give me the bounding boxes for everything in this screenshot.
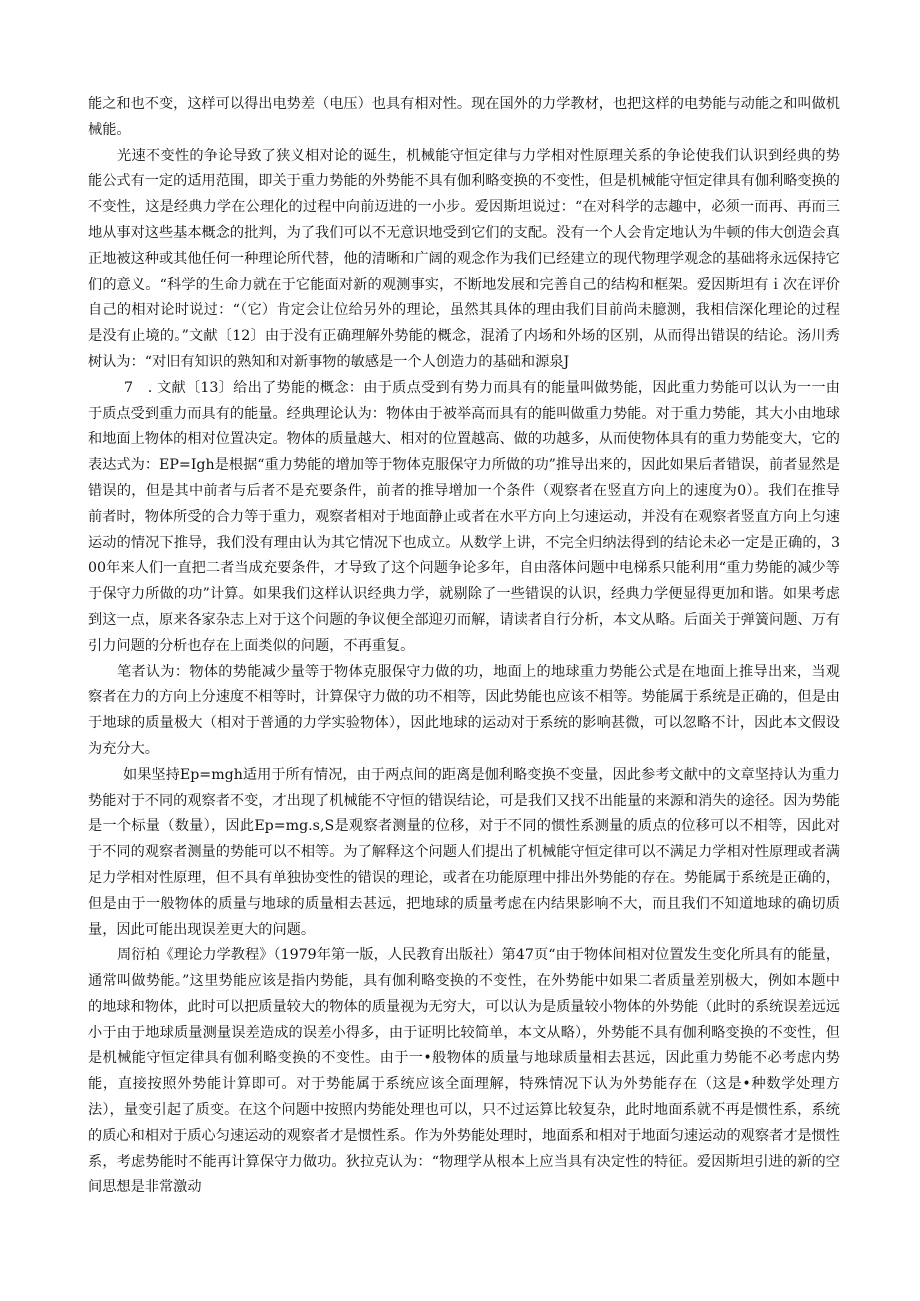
paragraph-relativity: 光速不变性的争论导致了狭义相对论的诞生，机械能守恒定律与力学相对性原理关系的争论使我们认识到经典的势能公式有一定的适用范围，即关于重力势能的外势能不具有伽利略变换的不变性，但是机械能守恒定律具有伽利略变换的不变性，这是经典力学在公理化的过程中向前迈进的一小步。爱因斯坦说过：“在对科学的志趣中，必须一而再、再而三地从事对这些基本概念的批判，为了我们可以不无意识地受到它们的支配。没有一个人会肯定地认为牛顿的伟大创造会真正地被这种或其他任何一种理论所代替，他的清晰和广阔的观念作为我们已经建立的现代物理学观念的基础将永远保持它们的意义。“科学的生命力就在于它能面对新的观测事实，不断地发展和完善自己的结构和框架。爱因斯坦有ｉ次在评价自己的相对论时说过：“（它）肯定会让位给另外的理论，虽然其具体的理由我们目前尚未臆测，我相信深化理论的过程是没有止境的。”文献〔12〕由于没有正确理解外势能的概念，混淆了内场和外场的区别，从而得出错误的结论。汤川秀树认为：“对旧有知识的熟知和对新事物的敏感是一个人创造力的基础和源泉J	[88, 147, 840, 370]
document-page	[88, 92, 840, 1201]
paragraph-ep-mgh: 如果坚持Ep=mgh适用于所有情况，由于两点间的距离是伽利略变换不变量，因此参考文献中的文章坚持认为重力势能对于不同的观察者不变，才出现了机械能不守恒的错误结论，可是我们又找不出能量的来源和消失的途径。因为势能是一个标量（数量），因此Ep=mg.s,S是观察者测量的位移，对于不同的惯性系测量的质点的位移可以不相等，因此对于不同的观察者测量的势能可以不相等。为了解释这个问题人们提出了机械能守恒定律可以不满足力学相对性原理或者满足力学相对性原理，但不具有单独协变性的错误的理论，或者在功能原理中排出外势能的存在。势能属于系统是正确的，但是由于一般物体的质量与地球的质量相去甚远，把地球的质量考虑在内结果影响不大，而且我们不知道地球的确切质量，因此可能出现误差更大的问题。	[88, 766, 840, 938]
paragraph-potential-energy-concept: 7 . 文献〔13〕给出了势能的概念：由于质点受到有势力而具有的能量叫做势能，因此重力势能可以认为一一由于质点受到重力而具有的能量。经典理论认为：物体由于被举高而具有的能叫做重力势能。对于重力势能，其大小由地球和地面上物体的相对位置决定。物体的质量越大、相对的位置越高、做的功越多，从而使物体具有的重力势能变大，它的表达式为：EP=Igh是根据“重力势能的增加等于物体克服保守力所做的功”推导出来的，因此如果后者错误，前者显然是错误的，但是其中前者与后者不是充要条件，前者的推导增加一个条件（观察者在竖直方向上的速度为0）。我们在推导前者时，物体所受的合力等于重力，观察者相对于地面静止或者在水平方向上匀速运动，并没有在观察者竖直方向上匀速运动的情况下推导，我们没有理由认为其它情况下也成立。从数学上讲，不完全归纳法得到的结论未必一定是正确的，300年来人们一直把二者当成充要条件，才导致了这个问题争论多年，自由落体问题中电梯系只能利用“重力势能的减少等于保守力所做的功”计算。如果我们这样认识经典力学，就剔除了一些错误的认识，经典力学便显得更加和谐。如果考虑到这一点，原来各家杂志上对于这个问题的争议便全部迎刃而解，请读者自行分析，本文从略。后面关于弹簧问题、万有引力问题的分析也存在上面类似的问题，不再重复。	[88, 379, 840, 654]
paragraph-zhou-yanbo: 周衍柏《理论力学教程》（1979年第一版，人民教育出版社）第47页“由于物体间相对位置发生变化所具有的能量，通常叫做势能。”这里势能应该是指内势能，具有伽利略变换的不变性，在外势能中如果二者质量差别极大，例如本题中的地球和物体，此时可以把质量较大的物体的质量视为无穷大，可以认为是质量较小物体的外势能（此时的系统误差远远小于由于地球质量测量误差造成的误差小得多，由于证明比较简单，本文从略），外势能不具有伽利略变换的不变性，但是机械能守恒定律具有伽利略变换的不变性。由于一•般物体的质量与地球质量相去甚远，因此重力势能不必考虑内势能，直接按照外势能计算即可。对于势能属于系统应该全面理解，特殊情况下认为外势能存在（这是•种数学处理方法），量变引起了质变。在这个问题中按照内势能处理也可以，只不过运算比较复杂，此时地面系就不再是惯性系，系统的质心和相对于质心匀速运动的观察者才是惯性系。作为外势能处理时，地面系和相对于地面匀速运动的观察者才是惯性系，考虑势能时不能再计算保守力做功。狄拉克认为：“物理学从根本上应当具有决定性的特征。爱因斯坦引进的新的空间思想是非常激动	[88, 947, 840, 1196]
paragraph-continuation: 能之和也不变，这样可以得出电势差（电压）也具有相对性。现在国外的力学教材，也把这样的电势能与动能之和叫做机械能。	[88, 96, 840, 138]
paragraph-author-view: 笔者认为：物体的势能减少量等于物体克服保守力做的功，地面上的地球重力势能公式是在地面上推导出来，当观察者在力的方向上分速度不相等时，计算保守力做的功不相等，因此势能也应该不相等。势能属于系统是正确的，但是由于地球的质量极大（相对于普通的力学实验物体），因此地球的运动对于系统的影响甚微，可以忽略不计，因此本文假设为充分大。	[88, 663, 840, 757]
